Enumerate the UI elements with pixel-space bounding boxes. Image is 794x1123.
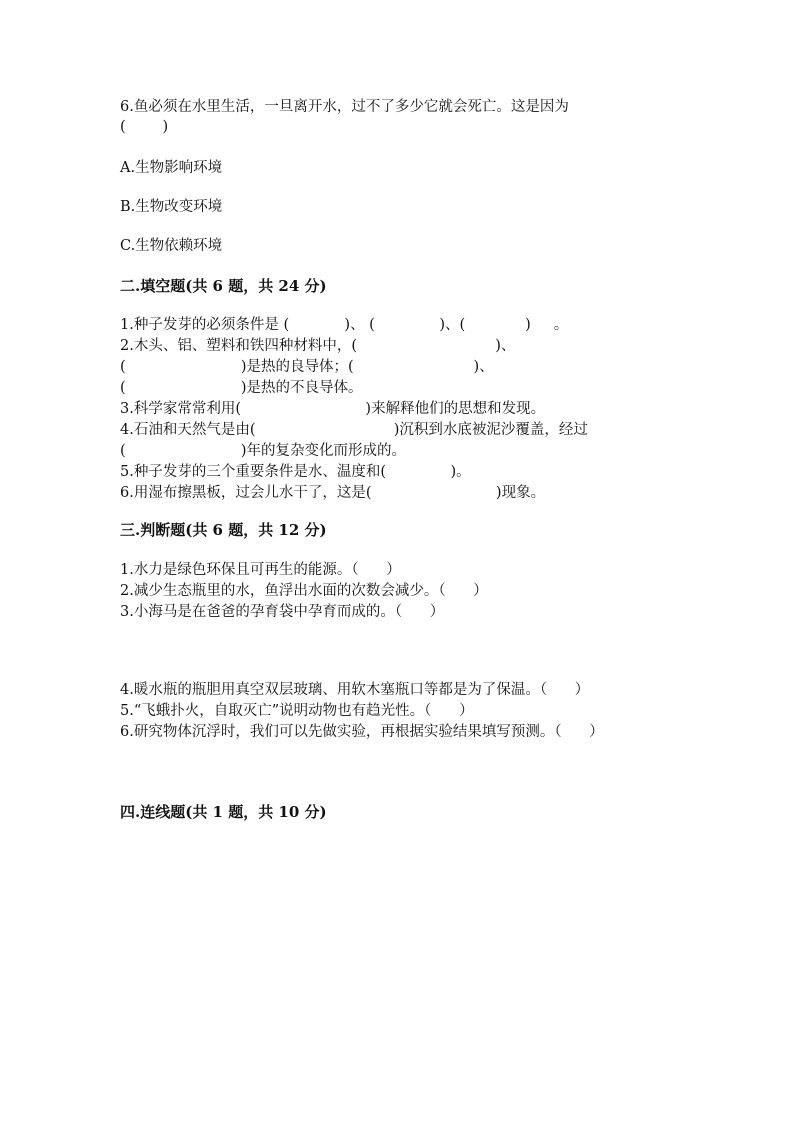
question6-answer-blank: ( ) — [120, 119, 169, 135]
section3-line: 4.暖水瓶的瓶胆用真空双层玻璃、用软木塞瓶口等都是为了保温。（ ） — [120, 682, 590, 698]
section3-line: 3.小海马是在爸爸的孕育袋中孕育而成的。（ ） — [120, 604, 445, 620]
section3-line: 6.研究物体沉浮时，我们可以先做实验，再根据实验结果填写预测。（ ） — [120, 724, 604, 740]
question6-option-b: B.生物改变环境 — [120, 199, 223, 215]
question6-stem-line1: 6.鱼必须在水里生活，一旦离开水，过不了多少它就会死亡。这是因为 — [120, 99, 569, 115]
section2-line: 5.种子发芽的三个重要条件是水、温度和( )。 — [120, 464, 471, 480]
section3-heading: 三.判断题(共 6 题，共 12 分) — [120, 521, 327, 539]
section2-line: 3.科学家常常利用( )来解释他们的思想和发现。 — [120, 401, 546, 417]
section2-line: ( )是热的不良导体。 — [120, 380, 363, 396]
question6-option-c: C.生物依赖环境 — [120, 238, 223, 254]
section2-line: ( )年的复杂变化而形成的。 — [120, 443, 407, 459]
question6-option-a: A.生物影响环境 — [120, 160, 223, 176]
section3-line: 5.“飞蛾扑火，自取灭亡”说明动物也有趋光性。（ ） — [120, 703, 474, 719]
section4-heading: 四.连线题(共 1 题，共 10 分) — [120, 803, 327, 821]
section2-line: 4.石油和天然气是由( )沉积到水底被泥沙覆盖，经过 — [120, 422, 588, 438]
section2-line: 1.种子发芽的必须条件是 ( )、 ( )、( ) 。 — [120, 317, 569, 333]
section2-line: 6.用湿布擦黑板，过会儿水干了，这是( )现象。 — [120, 485, 546, 501]
section3-line: 2.减少生态瓶里的水，鱼浮出水面的次数会减少。（ ） — [120, 583, 488, 599]
section2-line: ( )是热的良导体；( )、 — [120, 359, 494, 375]
section2-line: 2.木头、铝、塑料和铁四种材料中，( )、 — [120, 338, 516, 354]
section2-heading: 二.填空题(共 6 题，共 24 分) — [120, 277, 327, 295]
section3-line: 1.水力是绿色环保且可再生的能源。（ ） — [120, 562, 401, 578]
